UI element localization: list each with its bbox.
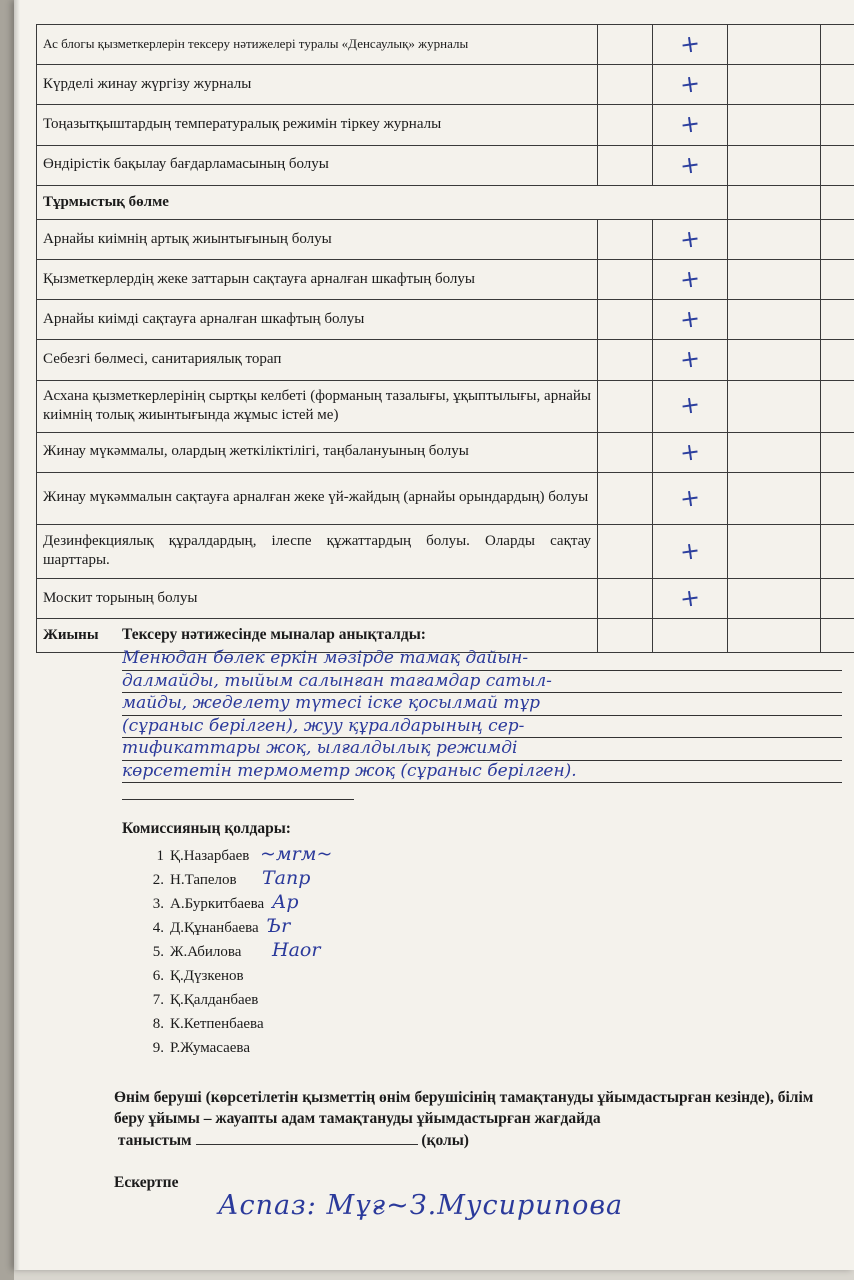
blank-cell [598,219,653,259]
member-name: Қ.Дүзкенов [170,968,244,984]
row-label: Арнайы киімнің артық жиынтығының болуы [37,219,598,259]
commission-title: Комиссияның қолдары: [122,820,291,837]
mark-cell [653,219,728,259]
row-label: Асхана қызметкерлерінің сыртқы келбеті (форманың тазалығы, ұқыптылығы, арнайы киімнің толық жиынтығында жұмыс істей ме) [37,380,598,432]
check-mark: + [678,390,702,421]
check-mark: + [678,344,702,375]
blank-cell [821,185,854,219]
findings-line: майды, жеделету түтесі іске қосылмай тұр [122,693,842,716]
blank-cell [821,105,854,145]
check-mark: + [678,109,702,140]
check-mark: + [678,535,702,566]
commission-member [122,1012,291,1036]
mark-cell [653,472,728,524]
row-label: Жинау мүкәммалын сақтауға арналған жеке үй-жайдың (арнайы орындардың) болуы [37,472,598,524]
blank-cell [728,259,821,299]
commission-member-list [122,843,333,1060]
blank-cell [598,259,653,299]
member-number: 9. [152,1040,164,1056]
row-label: Арнайы киімді сақтауға арналған шкафтың болуы [37,300,598,340]
blank-cell [821,219,854,259]
check-mark: + [678,582,702,613]
signature-label: (қолы) [421,1131,469,1149]
mark-cell [653,259,728,299]
member-number: 4. [152,920,164,936]
blank-cell [598,145,653,185]
member-name: Р.Жумасаева [170,1040,250,1056]
checklist-row [37,219,854,259]
member-number: 6. [152,968,164,984]
member-signature: ~мrм~ [260,843,333,865]
commission-signatures [122,820,333,1060]
row-label: Жиыны [37,618,598,652]
blank-cell [598,472,653,524]
member-name: К.Кетпенбаева [170,1016,264,1032]
row-label: Тұрмыстық бөлме [37,185,728,219]
findings-blank-line [122,783,354,800]
row-label: Ас блогы қызметкерлерін тексеру нәтижелері туралы «Денсаулық» журналы [37,25,598,65]
familiar-label: таныстым [117,1131,192,1149]
section-row [37,185,854,219]
checklist-row [37,65,854,105]
row-label: Дезинфекциялық құралдардың, ілеспе құжаттардың болуы. Оларды сақтау шарттары. [37,524,598,578]
mark-cell [653,65,728,105]
checklist-row [37,300,854,340]
commission-member [122,867,311,892]
check-mark: + [678,436,702,467]
check-mark: + [678,149,702,180]
blank-cell [821,300,854,340]
row-label: Қызметкерлердің жеке заттарын сақтауға арналған шкафтың болуы [37,259,598,299]
checklist-row [37,472,854,524]
blank-cell [728,65,821,105]
checklist-row [37,578,854,618]
blank-cell [598,432,653,472]
check-mark: + [678,303,702,335]
commission-member [122,916,291,940]
row-label: Себезгі бөлмесі, санитариялық торап [37,340,598,380]
blank-cell [821,432,854,472]
row-label: Тоңазытқыштардың температуралық режимін тіркеу журналы [37,105,598,145]
member-number: 2. [152,872,164,888]
blank-cell [821,65,854,105]
page-fold-shadow [14,0,20,1270]
blank-cell [598,340,653,380]
check-mark: + [678,263,702,295]
mark-cell [653,380,728,432]
checklist-row [37,145,854,185]
checklist-row [37,524,854,578]
row-label: Өндірістік бақылау бағдарламасының болуы [37,145,598,185]
commission-member [122,964,291,988]
blank-cell [598,25,653,65]
blank-cell [728,300,821,340]
check-mark: + [678,223,702,255]
checklist-row [37,340,854,380]
blank-cell [598,380,653,432]
mark-cell [653,340,728,380]
producer-text: Өнім беруші (көрсетілетін қызметтің өнім берушісінің тамақтануды ұйымдастырған кезінде), білім беру ұйымы – жауапты адам тамақтануды ұйымдастырған жағдайда [114,1089,814,1127]
blank-cell [821,380,854,432]
blank-cell [821,340,854,380]
check-mark: + [678,482,702,513]
blank-cell [728,472,821,524]
blank-cell [598,524,653,578]
blank-cell [728,145,821,185]
blank-cell [598,105,653,145]
member-signature: Hаоr [272,939,321,961]
findings-line: (сұраныс берілген), жуу құралдарының сер- [122,716,842,739]
mark-cell [653,524,728,578]
findings-title: Тексеру нәтижесінде мыналар анықталды: [122,626,426,643]
blank-cell [728,524,821,578]
blank-cell [821,145,854,185]
blank-cell [728,25,821,65]
note-title: Ескертпе [114,1174,179,1191]
blank-cell [821,472,854,524]
findings-handwritten-lines [122,648,842,783]
commission-member [122,939,321,964]
blank-cell [598,578,653,618]
blank-cell [598,300,653,340]
blank-cell [598,65,653,105]
member-name: Д.Құнанбаева [170,920,259,936]
member-number: 1 [156,848,164,864]
member-signature: Тапр [262,867,311,889]
blank-cell [728,219,821,259]
checklist-row [37,105,854,145]
member-name: Н.Тапелов [170,872,237,888]
blank-cell [728,380,821,432]
blank-cell [728,105,821,145]
row-label: Жинау мүкәммалы, олардың жеткіліктілігі, таңбалануының болуы [37,432,598,472]
blank-cell [821,25,854,65]
member-number: 7. [152,992,164,1008]
member-signature: Ъr [266,915,291,937]
inspection-checklist-table [36,24,854,653]
member-name: Қ.Қалданбаев [170,992,259,1008]
findings-section [122,626,842,800]
member-name: Ж.Абилова [170,944,242,960]
commission-member [122,988,291,1012]
producer-acknowledgement [114,1088,834,1152]
blank-cell [728,578,821,618]
commission-member [122,843,333,868]
member-number: 3. [152,896,164,912]
mark-cell [653,300,728,340]
row-label: Күрделі жинау жүргізу журналы [37,65,598,105]
commission-member [122,891,299,916]
checklist-row [37,432,854,472]
note-handwritten: Аспаз: Мұғ~З.Мусирипова [218,1190,624,1221]
row-label: Москит торының болуы [37,578,598,618]
blank-cell [821,578,854,618]
member-signature: Ар [272,891,299,913]
binder-edge [0,0,14,1280]
member-number: 8. [152,1016,164,1032]
member-name: А.Буркитбаева [170,896,265,912]
mark-cell [653,105,728,145]
blank-cell [728,432,821,472]
member-number: 5. [152,944,164,960]
blank-cell [728,185,821,219]
mark-cell [653,25,728,65]
member-name: Қ.Назарбаев [170,848,250,864]
findings-line: далмайды, тыйым салынған тағамдар сатыл- [122,671,842,694]
checklist-row [37,25,854,65]
blank-cell [821,524,854,578]
signature-blank-line [196,1130,418,1145]
blank-cell [821,259,854,299]
mark-cell [653,145,728,185]
check-mark: + [678,68,702,100]
checklist-row [37,259,854,299]
blank-cell [728,340,821,380]
mark-cell [653,578,728,618]
findings-line: көрсететін термометр жоқ (сұраныс берілген). [122,761,842,784]
mark-cell [653,432,728,472]
findings-line: Менюдан бөлек еркін мәзірде тамақ дайын- [122,648,842,671]
checklist-row [37,380,854,432]
commission-member [122,1036,291,1060]
findings-line: тификаттары жоқ, ылғалдылық режимді [122,738,842,761]
check-mark: + [678,28,702,60]
